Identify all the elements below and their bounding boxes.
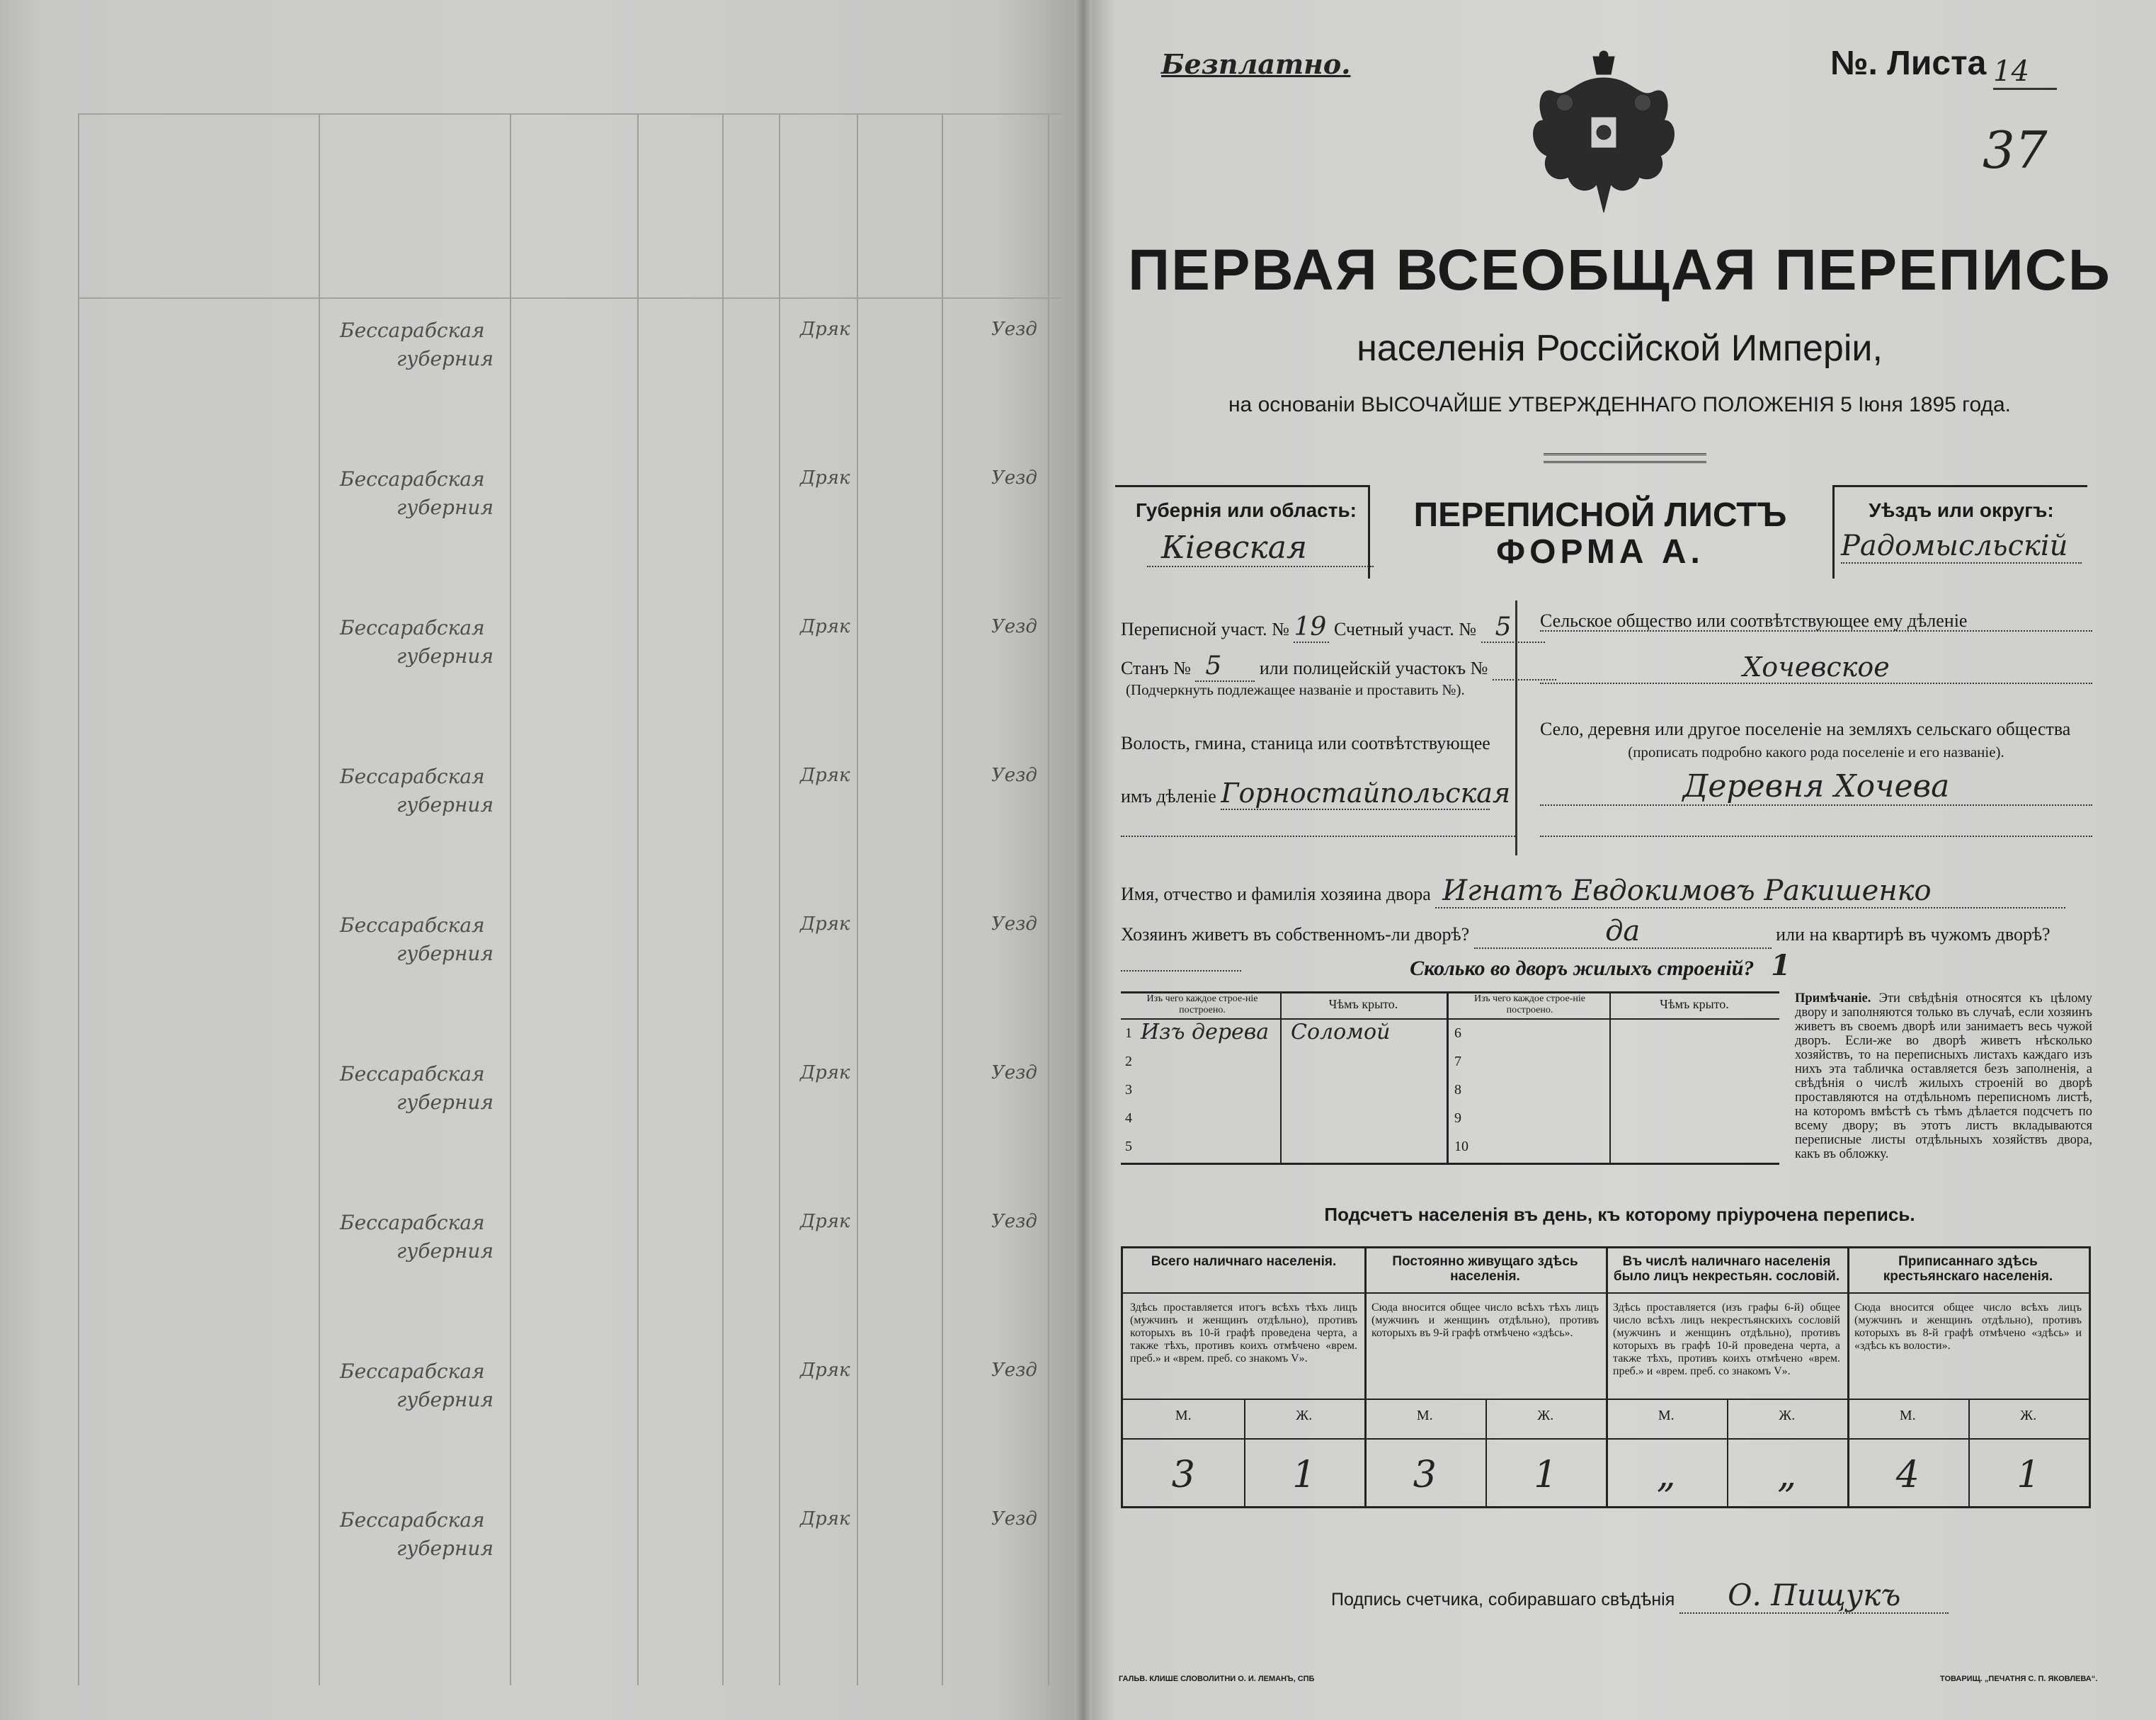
- selo-label: Село, деревня или другое поселеніе на земляхъ сельскаго общества: [1540, 719, 2071, 739]
- left-row-text: Дряк: [800, 1508, 850, 1530]
- left-row-text: Дряк: [800, 616, 850, 637]
- underline-note: (Подчеркнуть подлежащее названіе и проставить №).: [1126, 681, 1465, 698]
- population-col-desc: Сюда вносится общее число всѣхъ тѣхъ лицъ (мужчинъ и женщинъ отдѣльно), противъ которыхъ въ 9-й графѣ отмѣчено «здѣсь».: [1371, 1302, 1599, 1339]
- left-row-text: Уезд: [991, 1360, 1037, 1381]
- female-label: Ж.: [1779, 1408, 1796, 1423]
- volost-label: Волость, гмина, станица или соотвѣтствующее: [1121, 733, 1490, 753]
- perepisnoi-row: [1121, 613, 1545, 643]
- left-row-text: Бессарабская: [340, 467, 485, 491]
- volost-label-2: имъ дѣленіе: [1121, 786, 1216, 807]
- building-row-number: 3: [1125, 1082, 1132, 1098]
- left-row-text: Бессарабская: [340, 319, 485, 342]
- population-row-rule: [1123, 1399, 2089, 1400]
- population-row-rule: [1123, 1438, 2089, 1440]
- left-row-text: Дряк: [800, 913, 850, 935]
- free-label: Безплатно.: [1161, 48, 1351, 80]
- signature-row: [1331, 1578, 1949, 1614]
- population-col-title: Приписаннаго здѣсь крестьянскаго населенія.: [1883, 1254, 2053, 1284]
- double-headed-eagle-emblem: [1526, 50, 1682, 220]
- list-title: ПЕРЕПИСНОЙ ЛИСТЪ: [1413, 496, 1787, 534]
- left-row-text: губерния: [397, 942, 494, 965]
- divider: [722, 113, 724, 1685]
- population-col-title: Всего наличнаго населенія.: [1151, 1254, 1337, 1269]
- left-row-text: губерния: [397, 1090, 494, 1114]
- population-table: [1121, 1246, 2091, 1508]
- divider: [78, 113, 1062, 115]
- left-row-text: Уезд: [991, 467, 1037, 489]
- sheet-number-label: №. Листа: [1830, 45, 1987, 82]
- footer-left: ГАЛЬВ. КЛИШЕ СЛОВОЛИТНИ О. И. ЛЕМАНЪ, СПБ: [1119, 1675, 1315, 1683]
- left-row-text: Дряк: [800, 1360, 850, 1381]
- left-row-text: Бессарабская: [340, 1508, 485, 1532]
- legal-basis: на основаніи ВЫСОЧАЙШЕ УТВЕРЖДЕННАГО ПОЛОЖЕНІЯ 5 Іюня 1895 года.: [1228, 393, 2011, 416]
- building-row-number: 4: [1125, 1110, 1132, 1126]
- ornament-divider: [1544, 453, 1706, 463]
- female-count: 1: [1292, 1454, 1316, 1496]
- male-count: 3: [1171, 1454, 1195, 1496]
- building-row-number: 2: [1125, 1054, 1132, 1069]
- left-row-text: Бессарабская: [340, 913, 485, 937]
- divider: [637, 113, 639, 1685]
- left-row-text: губерния: [397, 1388, 494, 1411]
- left-row-text: губерния: [397, 347, 494, 370]
- perepisnoi-uch-field: 19: [1294, 613, 1329, 643]
- left-row-text: Уезд: [991, 1211, 1037, 1232]
- table-rule: [1447, 991, 1449, 1165]
- signature-field: О. Пищукъ: [1679, 1578, 1949, 1614]
- rent-label: или на квартирѣ въ чужомъ дворѣ?: [1776, 924, 2051, 945]
- building-row-number: 10: [1454, 1139, 1468, 1154]
- left-row-text: губерния: [397, 644, 494, 668]
- male-count: 3: [1413, 1454, 1437, 1496]
- selo-line-2: [1540, 836, 2092, 837]
- page-title: ПЕРВАЯ ВСЕОБЩАЯ ПЕРЕПИСЬ: [1128, 238, 2111, 302]
- col-material-header: Изъ чего каждое строе-ніе построено.: [1146, 993, 1258, 1015]
- divider: [319, 113, 320, 1685]
- divider: [78, 297, 1062, 299]
- left-row-text: Бессарабская: [340, 765, 485, 788]
- left-row-text: Бессарабская: [340, 1360, 485, 1383]
- schetny-uch-label: Счетный участ. №: [1333, 619, 1477, 639]
- table-rule: [1609, 991, 1611, 1165]
- left-row-text: губерния: [397, 1537, 494, 1560]
- col-material-header-2: Изъ чего каждое строе-ніе построено.: [1474, 993, 1585, 1015]
- buildings-field: 1: [1771, 949, 1791, 982]
- divider: [510, 113, 511, 1685]
- left-row-text: Дряк: [800, 467, 850, 489]
- population-col-desc: Здѣсь проставляется (изъ графы 6-й) общее число всѣхъ лицъ некрестьянскихъ сословій (мужчинъ и женщинъ отдѣльно), противъ которыхъ въ графѣ 10-й проведена черта, а также тѣхъ, противъ коихъ отмѣчено «врем. преб.» и «врем. преб. со знакомъ V».: [1613, 1302, 1840, 1377]
- population-col-title: Постоянно живущаго здѣсь населенія.: [1392, 1254, 1578, 1284]
- building-row-number: 6: [1454, 1025, 1461, 1041]
- building-row-number: 1: [1125, 1025, 1132, 1041]
- female-count: 1: [2017, 1454, 2041, 1496]
- sheet-number-value: 14: [1993, 55, 2057, 90]
- left-row-text: Уезд: [991, 1062, 1037, 1083]
- left-row-text: губерния: [397, 793, 494, 816]
- left-row-text: губерния: [397, 496, 494, 519]
- guberniya-field: Кіевская: [1147, 530, 1374, 567]
- building-row-number: 8: [1454, 1082, 1461, 1098]
- note-text: Эти свѣдѣнія относятся къ цѣлому двору и заполняются только въ случаѣ, если хозяинъ живетъ въ своемъ дворѣ или занимаетъ весь чужой дворъ. Если-же во дворѣ живетъ нѣсколько хозяйствъ, то на переписныхъ листахъ каждаго изъ нихъ эта табличка оставляется безъ заполненія, а свѣдѣнія о числѣ жилыхъ строеній во дворѣ проставляются на отдѣльномъ переписномъ листѣ, на которомъ вмѣстѣ съ тѣмъ дѣлается подсчетъ по всему двору; въ этотъ листъ вкладываются переписные листы отдѣльныхъ хозяйствъ двора, какъ въ обложку.: [1795, 991, 2092, 1161]
- male-count: „: [1656, 1454, 1676, 1496]
- schetny-uch-field: 5: [1481, 613, 1545, 643]
- uezd-label: Уѣздъ или округъ:: [1869, 499, 2054, 521]
- divider: [1048, 113, 1049, 1685]
- left-row-text: Дряк: [800, 765, 850, 786]
- footer-right: ТОВАРИЩ. „ПЕЧАТНЯ С. П. ЯКОВЛЕВА“.: [1940, 1675, 2098, 1683]
- signature-label: Подпись счетчика, собиравшаго свѣдѣнія: [1331, 1590, 1675, 1610]
- left-row-text: губерния: [397, 1239, 494, 1263]
- corner-number: 37: [1983, 120, 2048, 180]
- own-yard-label: Хозяинъ живетъ въ собственномъ-ли дворѣ?: [1121, 924, 1470, 945]
- building-row-number: 7: [1454, 1054, 1461, 1069]
- buildings-row: [1121, 949, 2091, 982]
- building-row-number: 9: [1454, 1110, 1461, 1126]
- population-heading: Подсчетъ населенія въ день, къ которому пріурочена перепись.: [1324, 1204, 1915, 1225]
- selskoe-line-1: [1540, 630, 2092, 632]
- population-col-desc: Сюда вносится общее число всѣхъ лицъ (мужчинъ и женщинъ отдѣльно), противъ которыхъ въ 8-й графѣ отмѣчено «здѣсь» и «здѣсь къ волости».: [1854, 1302, 2082, 1352]
- left-row-text: Бессарабская: [340, 1211, 485, 1234]
- population-col-title: Въ числѣ наличнаго населенія было лицъ некрестьян. сословій.: [1613, 1254, 1840, 1284]
- note-title: Примѣчаніе.: [1795, 991, 1871, 1006]
- stan-label: Станъ №: [1121, 658, 1191, 678]
- left-row-text: Уезд: [991, 765, 1037, 786]
- population-row-rule: [1123, 1292, 2089, 1294]
- left-row-text: Уезд: [991, 913, 1037, 935]
- divider: [78, 113, 79, 1685]
- female-label: Ж.: [1537, 1408, 1554, 1423]
- guberniya-label: Губернія или область:: [1135, 499, 1357, 521]
- left-row-text: Уезд: [991, 319, 1037, 340]
- owner-label: Имя, отчество и фамилія хозяина двора: [1121, 884, 1431, 904]
- male-label: М.: [1899, 1408, 1916, 1423]
- female-count: 1: [1534, 1454, 1558, 1496]
- own-yard-field: да: [1474, 915, 1772, 949]
- left-row-text: Дряк: [800, 319, 850, 340]
- uezd-field: Радомысльскій: [1841, 530, 2082, 564]
- col-roof-header: Чѣмъ крыто.: [1328, 997, 1398, 1011]
- divider: [779, 113, 780, 1685]
- female-label: Ж.: [2020, 1408, 2037, 1423]
- selo-note: (прописать подробно какого рода поселеніе и его названіе).: [1628, 744, 2004, 761]
- owner-field: Игнатъ Евдокимовъ Ракишенко: [1435, 875, 2065, 909]
- divider: [942, 113, 943, 1685]
- building-material: Изъ дерева: [1141, 1020, 1270, 1044]
- page-subtitle: населенія Россійской Имперіи,: [1357, 328, 1883, 369]
- volost-extra-line: [1121, 836, 1517, 837]
- stan-field: 5: [1195, 651, 1255, 682]
- note-block: [1795, 991, 2092, 1161]
- selskoe-label: Сельское общество или соотвѣтствующее ему дѣленіе: [1540, 610, 1968, 631]
- left-row-text: Бессарабская: [340, 616, 485, 639]
- owner-row: [1121, 875, 2065, 909]
- buildings-label: Сколько во дворъ жилыхъ строеній?: [1410, 957, 1755, 980]
- perepisnoi-uch-label: Переписной участ. №: [1121, 619, 1289, 639]
- left-row-text: Дряк: [800, 1211, 850, 1232]
- female-label: Ж.: [1296, 1408, 1313, 1423]
- table-rule: [1280, 991, 1282, 1165]
- col-roof-header-2: Чѣмъ крыто.: [1660, 997, 1729, 1011]
- building-roof: Соломой: [1291, 1020, 1391, 1044]
- divider: [857, 113, 858, 1685]
- selskoe-field: Хочевское: [1540, 651, 2092, 684]
- left-row-text: Уезд: [991, 616, 1037, 637]
- volost-row: [1121, 778, 1511, 810]
- male-label: М.: [1416, 1408, 1433, 1423]
- left-row-text: Уезд: [991, 1508, 1037, 1530]
- male-label: М.: [1175, 1408, 1192, 1423]
- column-divider: [1515, 600, 1517, 855]
- building-row-number: 5: [1125, 1139, 1132, 1154]
- police-label: или полицейскій участокъ №: [1259, 658, 1488, 678]
- left-row-text: Бессарабская: [340, 1062, 485, 1086]
- male-label: М.: [1658, 1408, 1675, 1423]
- left-row-text: Дряк: [800, 1062, 850, 1083]
- form-name: ФОРМА А.: [1496, 533, 1704, 571]
- volost-field: Горностайпольская: [1221, 778, 1511, 809]
- table-rule: [1121, 1163, 1779, 1165]
- population-col-desc: Здѣсь проставляется итогъ всѣхъ тѣхъ лицъ (мужчинъ и женщинъ отдѣльно), противъ которыхъ въ 10-й графѣ проведена черта, а также тѣхъ, противъ коихъ отмѣчено «врем. преб.» и «врем. преб. со знакомъ V».: [1130, 1302, 1357, 1365]
- male-count: 4: [1895, 1454, 1920, 1496]
- female-count: „: [1777, 1454, 1797, 1496]
- stan-row: [1121, 651, 1556, 682]
- buildings-table: [1121, 991, 1779, 1165]
- selo-field: Деревня Хочева: [1540, 768, 2092, 806]
